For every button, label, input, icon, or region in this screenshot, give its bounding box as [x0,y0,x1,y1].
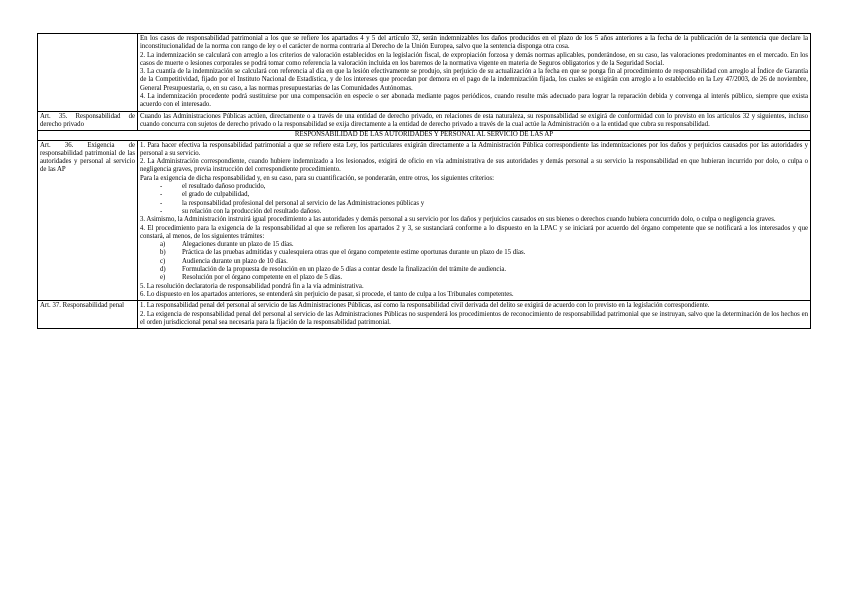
list-item-text: el grado de culpabilidad, [182,191,250,199]
table-row [38,140,811,301]
document-page [37,33,811,329]
dash-marker: - [160,183,163,191]
section-heading: RESPONSABILIDAD DE LAS AUTORIDADES Y PERSONAL AL SERVICIO DE LAS AP [38,131,811,140]
list-item [140,266,808,274]
list-item [140,258,808,266]
list-item [140,249,808,257]
list-item-text: el resultado dañoso producido, [182,183,266,191]
dash-marker: - [160,207,163,215]
paragraph: Cuando las Administraciones Públicas actúen, directamente o a través de una entidad de derecho privado, en relaciones de esta naturaleza, su responsabilidad se exigirá de conformidad con lo previsto en los artículos 32 y siguientes, incluso cuando concurra con sujetos de derecho privado o la responsabilidad se exija directamente a la entidad de derecho privado a través de la cual actúe la Administración o a la entidad que cubra su responsabilidad. [140,112,808,128]
article-text-cell [138,34,811,112]
paragraph: 3. La cuantía de la indemnización se calculará con referencia al día en que la lesión efectivamente se produjo, sin perjuicio de su actualización a la fecha en que se ponga fin al procedimiento de responsabilidad con arreglo al Índice de Garantía de la Competitividad, fijado por el Instituto Nacional de Estadística, y de los intereses que procedan por demora en el pago de la indemnización fijada, los cuales se exigirán con arreglo a lo establecido en la Ley 47/2003, de 26 de noviembre, General Presupuestaria, o, en su caso, a las normas presupuestarias de las Comunidades Autónomas. [140,68,808,92]
paragraph: 3. Asimismo, la Administración instruirá igual procedimiento a las autoridades y demás personal a su servicio por los daños y perjuicios causados en sus bienes o derechos cuando hubiera concurrido dolo, o culpa o negligencia graves. [140,216,776,224]
item-marker: c) [160,257,166,265]
article-text-cell [138,140,811,301]
list-item-text: la responsabilidad profesional del personal al servicio de las Administraciones públicas y [182,199,425,207]
item-marker: a) [160,241,166,249]
paragraph: 6. Lo dispuesto en los apartados anteriores, se entenderá sin perjuicio de pasar, si procede, el tanto de culpa a los Tribunales competentes. [140,290,514,298]
list-item [140,274,808,282]
paragraph: Para la exigencia de dicha responsabilidad y, en su caso, para su cuantificación, se ponderarán, entre otros, los siguientes criterios: [140,174,495,182]
list-item-text: Resolución por el órgano competente en el plazo de 5 días. [182,274,343,282]
list-item-text: su relación con la producción del resultado dañoso. [182,207,322,215]
list-item [140,208,808,216]
paragraph: 4. El procedimiento para la exigencia de la responsabilidad al que se refieren los apartados 2 y 3, se sustanciará conforme a lo dispuesto en la LPAC y se iniciará por acuerdo del órgano competente que se notificará a los interesados y que constará, al menos, de los siguientes trámites: [140,224,808,240]
article-cell-empty [38,34,138,112]
list-item [140,241,808,249]
law-comparison-table [37,33,811,329]
article-text-cell [138,301,811,329]
table-row [38,34,811,112]
paragraph: 5. La resolución declaratoria de responsabilidad pondrá fin a la vía administrativa. [140,282,364,290]
table-row [38,301,811,329]
table-row [38,131,811,140]
list-item [140,183,808,191]
paragraph: 1. Para hacer efectiva la responsabilidad patrimonial a que se refiere esta Ley, los particulares exigirán directamente a la Administración Pública correspondiente las indemnizaciones por los daños y perjuicios causados por las autoridades y personal a su servicio. [140,141,808,157]
dash-marker: - [160,199,163,207]
paragraph: 1. La responsabilidad penal del personal al servicio de las Administraciones Públicas, así como la responsabilidad civil derivada del delito se exigirá de acuerdo con lo previsto en la legislación correspondiente. [140,302,710,310]
article-title-cell: Art. 35. Responsabilidad de derecho privado [38,111,138,131]
list-item [140,200,808,208]
list-item-text: Alegaciones durante un plazo de 15 días. [182,241,294,249]
article-text-cell [138,111,811,131]
paragraph: 2. La Administración correspondiente, cuando hubiere indemnizado a los lesionados, exigirá de oficio en vía administrativa de sus autoridades y demás personal a su servicio la responsabilidad en que hubieran incurrido por dolo, o culpa o negligencia graves, previa instrucción del correspondiente procedimiento. [140,158,808,174]
list-item-text: Audiencia durante un plazo de 10 días. [182,257,288,265]
paragraph: En los casos de responsabilidad patrimonial a los que se refiere los apartados 4 y 5 del artículo 32, serán indemnizables los daños producidos en el plazo de los 5 años anteriores a la fecha de la publicación de la sentencia que declare la inconstitucionalidad de la norma con rango de ley o el carácter de norma contraria al Derecho de la Unión Europea, salvo que la sentencia disponga otra cosa. [140,35,808,51]
paragraph: 2. La exigencia de responsabilidad penal del personal al servicio de las Administraciones Públicas no suspenderá los procedimientos de reconocimiento de responsabilidad patrimonial que se instruyan, salvo que la determinación de los hechos en el orden jurisdiccional penal sea necesaria para la fijación de la responsabilidad patrimonial. [140,310,808,326]
list-item-text: Práctica de las pruebas admitidas y cualesquiera otras que el órgano competente estime oportunas durante un plazo de 15 días. [182,249,526,257]
paragraph: 2. La indemnización se calculará con arreglo a los criterios de valoración establecidos en la legislación fiscal, de expropiación forzosa y demás normas aplicables, ponderándose, en su caso, las valoraciones predominantes en el mercado. En los casos de muerte o lesiones corporales se podrá tomar como referencia la valoración incluida en los baremos de la normativa vigente en materia de Seguros obligatorios y de la Seguridad Social. [140,51,808,67]
list-item-text: Formulación de la propuesta de resolución en un plazo de 5 días a contar desde la finalización del trámite de audiencia. [182,266,507,274]
dash-marker: - [160,191,163,199]
item-marker: e) [160,274,166,282]
article-title-cell: Art. 37. Responsabilidad penal [38,301,138,329]
paragraph: 4. La indemnización procedente podrá sustituirse por una compensación en especie o ser abonada mediante pagos periódicos, cuando resulte más adecuado para lograr la reparación debida y convenga al interés público, siempre que exista acuerdo con el interesado. [140,93,808,109]
article-title-cell: Art. 36. Exigencia de responsabilidad patrimonial de las autoridades y personal al servicio de las AP [38,140,138,301]
list-item [140,191,808,199]
item-marker: d) [160,266,166,274]
item-marker: b) [160,249,166,257]
table-row [38,111,811,131]
